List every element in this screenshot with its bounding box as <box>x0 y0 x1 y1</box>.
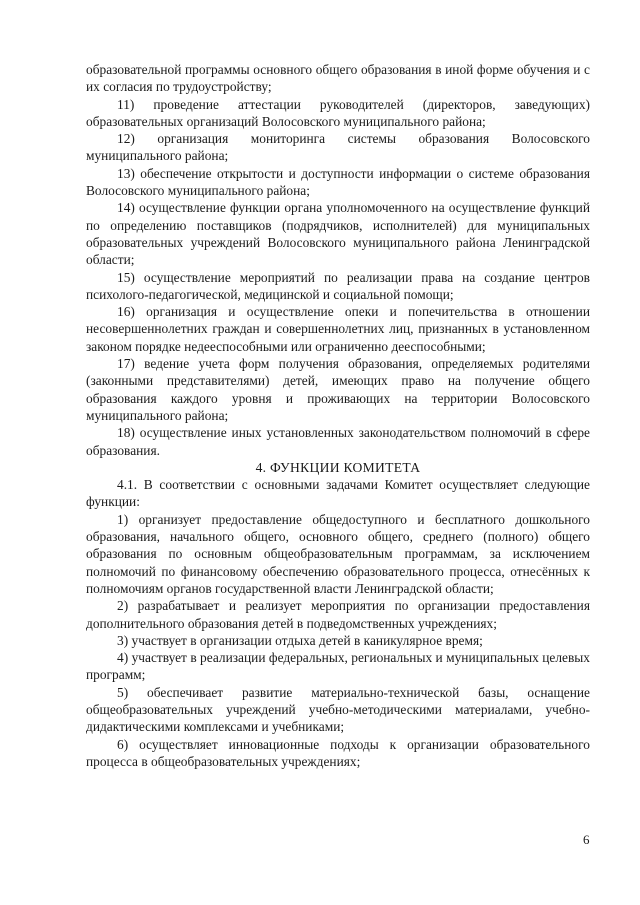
paragraph-function-1: 1) организует предоставление общедоступного и бесплатного дошкольного образования, начального общего, основного общего, среднего (полного) общего образования по основным общеобразовательным программам, за исключением полномочий по финансовому обеспечению образовательного процесса, отнесённых к полномочиям органов государственной власти Ленинградской области; <box>86 511 590 596</box>
paragraph-4-1: 4.1. В соответствии с основными задачами Комитет осуществляет следующие функции: <box>86 477 590 510</box>
paragraph-function-6: 6) осуществляет инновационные подходы к организации образовательного процесса в общеобразовательных учреждениях; <box>86 736 590 769</box>
section-heading: 4. ФУНКЦИИ КОМИТЕТА <box>255 459 421 475</box>
paragraph-item-11: 11) проведение аттестации руководителей (директоров, заведующих) образовательных организаций Волосовского муниципального района; <box>86 96 590 129</box>
paragraph-function-2: 2) разрабатывает и реализует мероприятия по организации предоставления дополнительного образования детей в подведомственных учреждениях; <box>86 598 590 631</box>
paragraph-item-14: 14) осуществление функции органа уполномоченного на осуществление функций по определению поставщиков (подрядчиков, исполнителей) для муниципальных образовательных учреждений Волосовского муниципального района Ленинградской области; <box>86 200 590 268</box>
paragraph-continuation: образовательной программы основного общего образования в иной форме обучения и с их согласия по трудоустройству; <box>86 62 590 95</box>
paragraph-item-12: 12) организация мониторинга системы образования Волосовского муниципального района; <box>86 131 590 164</box>
paragraph-function-4: 4) участвует в реализации федеральных, региональных и муниципальных целевых программ; <box>86 650 590 683</box>
paragraph-item-15: 15) осуществление мероприятий по реализации права на создание центров психолого-педагогической, медицинской и социальной помощи; <box>86 269 590 302</box>
paragraph-function-5: 5) обеспечивает развитие материально-технической базы, оснащение общеобразовательных учреждений учебно-методическими материалами, учебно-дидактическими комплексами и учебниками; <box>86 684 590 735</box>
paragraph-item-18: 18) осуществление иных установленных законодательством полномочий в сфере образования. <box>86 425 590 458</box>
document-body <box>86 61 590 770</box>
paragraph-function-3: 3) участвует в организации отдыха детей в каникулярное время; <box>117 632 483 648</box>
page-number: 6 <box>583 832 590 847</box>
paragraph-item-13: 13) обеспечение открытости и доступности информации о системе образования Волосовского муниципального района; <box>86 165 590 199</box>
paragraph-item-17: 17) ведение учета форм получения образования, определяемых родителями (законными представителями) детей, имеющих право на получение общего образования каждого уровня и проживающих на территории Волосовского муниципального района; <box>86 356 590 423</box>
paragraph-item-16: 16) организация и осуществление опеки и попечительства в отношении несовершеннолетних граждан и совершеннолетних лиц, признанных в установленном законом порядке недееспособными или ограниченно дееспособными; <box>86 304 590 354</box>
